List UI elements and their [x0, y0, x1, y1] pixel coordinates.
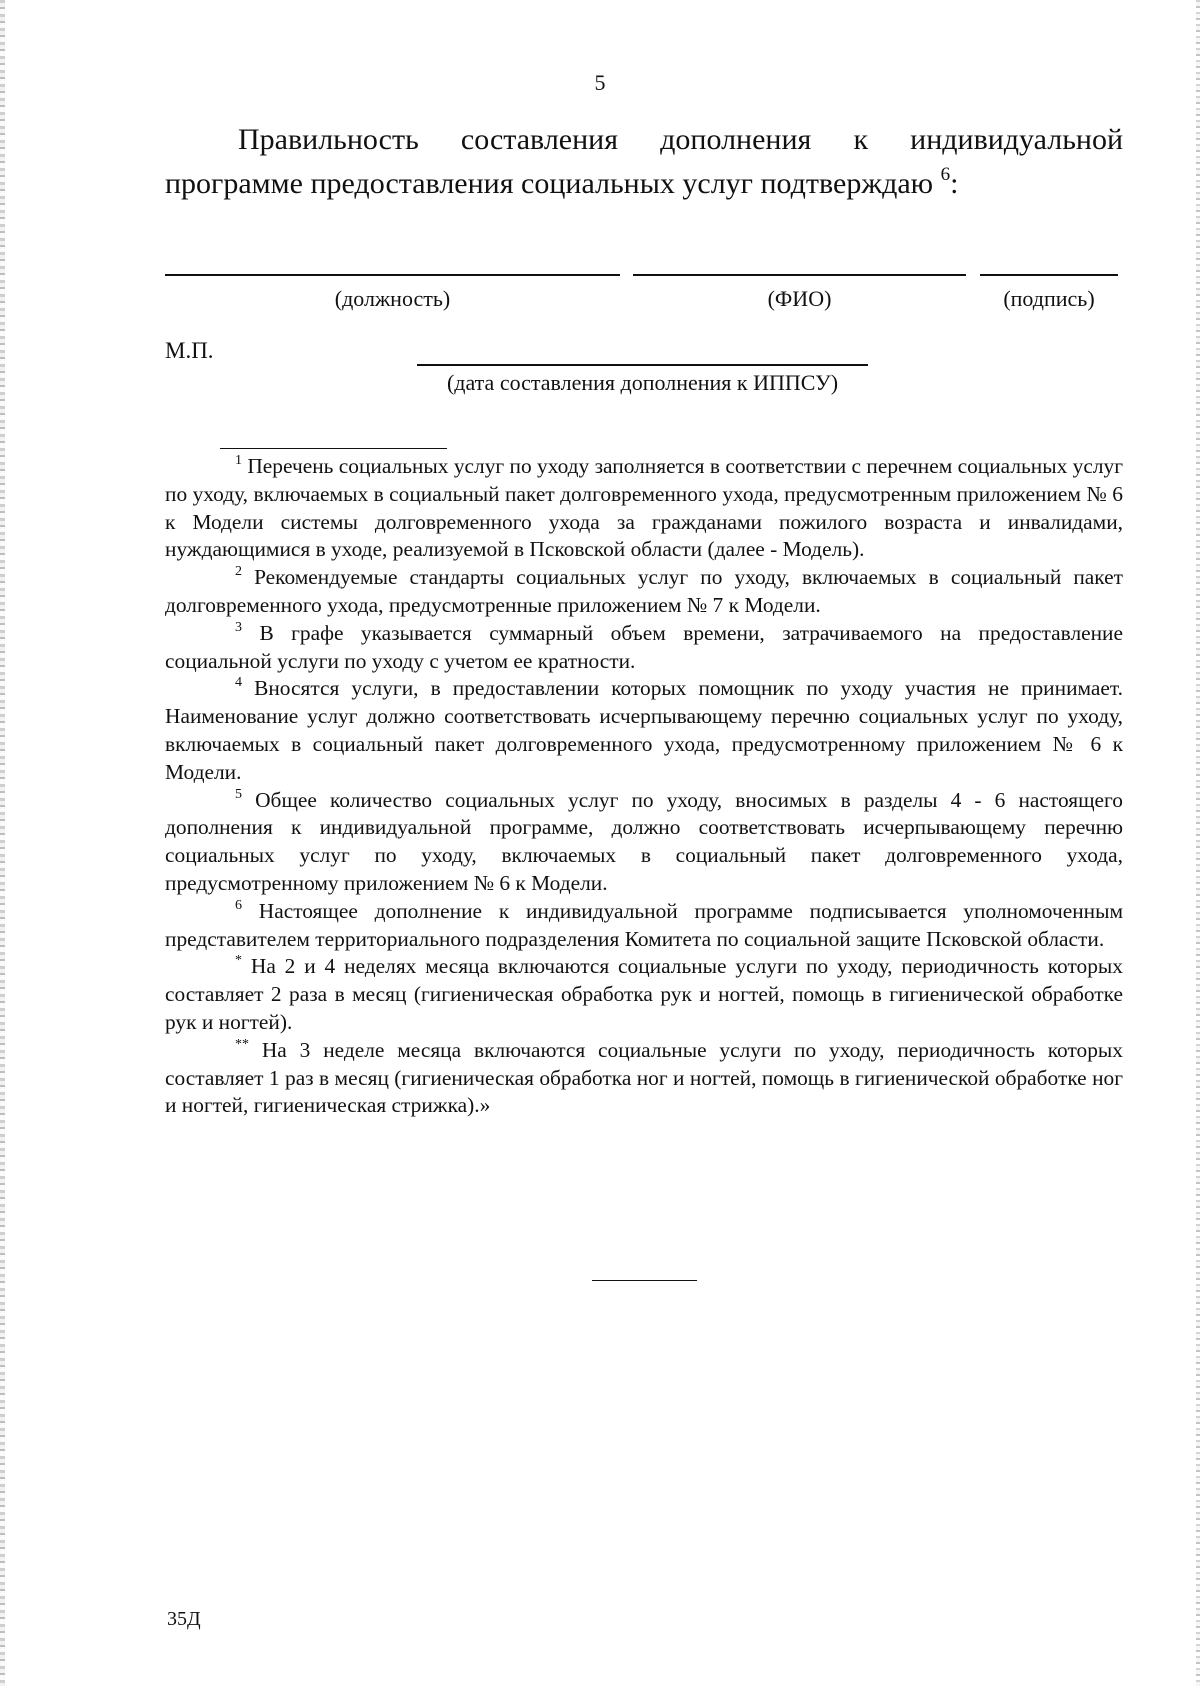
footnote-mark: 2: [235, 564, 242, 580]
footnotes-block: [165, 453, 1123, 1120]
footnote-item: [165, 953, 1123, 1036]
footnote-item: [165, 620, 1123, 676]
footnote-item: [165, 564, 1123, 620]
heading-suffix: :: [950, 167, 959, 200]
heading-line-1: Правильность составления дополнения к индивидуальной: [238, 123, 1123, 156]
date-signature-line: [417, 364, 868, 366]
footnote-text: Общее количество социальных услуг по уходу, вносимых в разделы 4 - 6 настоящего дополнения к индивидуальной программе, должно соответствовать исчерпывающему перечню социальных услуг по уходу, включаемых в социальный пакет долговременного ухода, предусмотренному приложением № 6 к Модели.: [165, 787, 1123, 895]
footnote-text: Перечень социальных услуг по уходу заполняется в соответствии с перечнем социальных услуг по уходу, включаемых в социальный пакет долговременного ухода, предусмотренным приложением № 6 к Модели системы долговременного ухода за гражданами пожилого возраста и инвалидами, нуждающимися в уходе, реализуемой в Псковской области (далее - Модель).: [165, 454, 1123, 562]
footnote-text: Настоящее дополнение к индивидуальной программе подписывается уполномоченным представителем территориального подразделения Комитета по социальной защите Псковской области.: [165, 898, 1123, 951]
footnote-text: Вносятся услуги, в предоставлении которых помощник по уходу участия не принимает. Наименование услуг должно соответствовать исчерпывающему перечню социальных услуг по уходу, включаемых в социальный пакет долговременного ухода, предусмотренному приложением № 6 к Модели.: [165, 676, 1123, 784]
heading-line-2-text: программе предоставления социальных услуг подтверждаю: [165, 167, 934, 200]
footnote-text: На 2 и 4 неделях месяца включаются социальные услуги по уходу, периодичность которых составляет 2 раза в месяц (гигиеническая обработка рук и ногтей, помощь в гигиенической обработке рук и ногтей).: [165, 954, 1123, 1034]
footnote-mark: 4: [235, 675, 242, 691]
sign-signature-line: [980, 274, 1118, 276]
document-code: 35Д: [167, 1608, 201, 1630]
footnote-mark: *: [235, 953, 242, 969]
footnote-item: [165, 1037, 1123, 1120]
heading-line-2: [165, 162, 1123, 206]
footnote-separator: [220, 448, 447, 449]
confirmation-heading: [165, 118, 1123, 206]
footnote-item: [165, 675, 1123, 786]
sign-caption: (подпись): [1003, 286, 1095, 311]
position-signature-line: [165, 274, 620, 276]
footnote-text: В графе указывается суммарный объем времени, затрачиваемого на предоставление социальной услуги по уходу с учетом ее кратности.: [165, 620, 1123, 673]
position-caption: (должность): [334, 286, 451, 311]
footnote-mark: **: [235, 1036, 249, 1052]
footnote-item: [165, 787, 1123, 898]
heading-footnote-ref: 6: [940, 164, 951, 185]
date-caption: (дата составления дополнения к ИППСУ): [446, 370, 839, 395]
scan-edge-left: [0, 0, 5, 1686]
footnote-item: [165, 898, 1123, 954]
footnote-mark: 1: [235, 453, 242, 468]
stamp-label: М.П.: [165, 338, 214, 363]
footnote-text: Рекомендуемые стандарты социальных услуг по уходу, включаемых в социальный пакет долговременного ухода, предусмотренные приложением № 7 к Модели.: [165, 565, 1123, 617]
name-signature-line: [633, 274, 966, 276]
end-of-document-line: [592, 1280, 697, 1281]
footnote-text: На 3 неделе месяца включаются социальные услуги по уходу, периодичность которых составляет 1 раз в месяц (гигиеническая обработка ног и ногтей, помощь в гигиенической обработке ног и ногтей, гигиеническая стрижка).»: [165, 1037, 1123, 1118]
page-number: 5: [594, 70, 606, 95]
footnote-mark: 5: [235, 786, 242, 802]
footnote-mark: 6: [235, 897, 242, 913]
scan-edge-right: [1196, 0, 1200, 1686]
footnote-item: [165, 453, 1123, 564]
footnote-mark: 3: [235, 619, 242, 635]
name-caption: (ФИО): [767, 286, 832, 311]
